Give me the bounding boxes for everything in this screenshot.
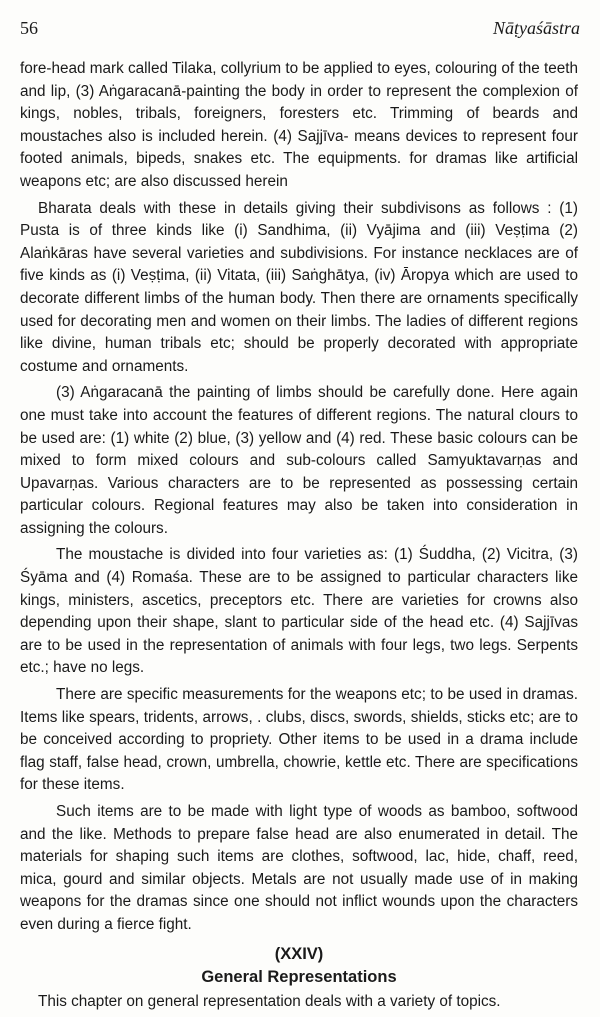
page-header bbox=[20, 18, 580, 42]
body-text bbox=[20, 58, 578, 1017]
paragraph: Such items are to be made with light type of woods as bamboo, softwood and the like. Methods to prepare false head are also enumerated in detail. The materials for shaping such items are clothes, softwood, lac, hide, chaff, reed, mica, gourd and similar objects. Metals are not usually made use of in making weapons for the dramas since one should not inflict wounds upon the characters even during a fierce fight. bbox=[20, 803, 578, 933]
paragraph-continued: fore-head mark called Tilaka, collyrium to be applied to eyes, colouring of the teeth and lip, (3) Aṅgaracanā-painting the body in order to represent the complexion of kings, nobles, tribals, foreigners, foresters etc. Trimming of beards and moustaches also is included herein. (4) Sajjīva- means devices to represent four footed animals, bipeds, snakes etc. The equipments. for dramas like artificial weapons etc; are also discussed herein bbox=[20, 60, 578, 190]
paragraph: (3) Aṅgaracanā the painting of limbs should be carefully done. Here again one must take into account the features of different regions. The natural clours to be used are: (1) white (2) blue, (3) yellow and (4) red. These basic colours can be mixed to form mixed colours and sub-colours called Samyuktavarṇas and Upavarṇas. Various characters are to be represented as possessing certain particular colours. Regional features may also be taken into consideration in assigning the colours. bbox=[20, 384, 578, 537]
section-number: (XXIV) bbox=[274, 944, 324, 963]
paragraph: The moustache is divided into four varieties as: (1) Śuddha, (2) Vicitra, (3) Śyāma and (4) Romaśa. These are to be assigned to particular characters like kings, ministers, ascetics, preceptors etc. There are varieties for crowns also depending upon their shape, slant to particular side of the head etc. (4) Sajjīvas are to be used in the representation of animals with four legs, two legs. Serpents etc.; have no legs. bbox=[20, 546, 578, 677]
section-title: General Representations bbox=[201, 967, 397, 986]
paragraph: This chapter on general representation deals with a variety of topics. bbox=[38, 992, 501, 1010]
page-number: 56 bbox=[20, 18, 38, 38]
running-title: Nāṭyaśāstra bbox=[492, 18, 580, 38]
paragraph: There are specific measurements for the weapons etc; to be used in dramas. Items like spears, tridents, arrows, . clubs, discs, swords, shields, sticks etc; are to be conceived according to propriety. Other items to be used in a drama include flag staff, false head, crown, umbrella, chowrie, kettle etc. There are specifications for these items. bbox=[20, 686, 578, 794]
paragraph: Bharata deals with these in details giving their subdivisons as follows : (1) Pusta is of three kinds like (i) Sandhima, (ii) Vyājima and (iii) Veṣṭima (2) Alaṅkāras have several varieties and subdivisions. For instance necklaces are of five kinds as (i) Veṣṭima, (ii) Vitata, (iii) Saṅghātya, (iv) Āropya which are used to decorate different limbs of the human body. Then there are ornaments specifically used for decorating men and women on their limbs. The ladies of different regions like divine, human tribals etc; should be properly decorated with appropriate costume and ornaments. bbox=[20, 199, 578, 375]
